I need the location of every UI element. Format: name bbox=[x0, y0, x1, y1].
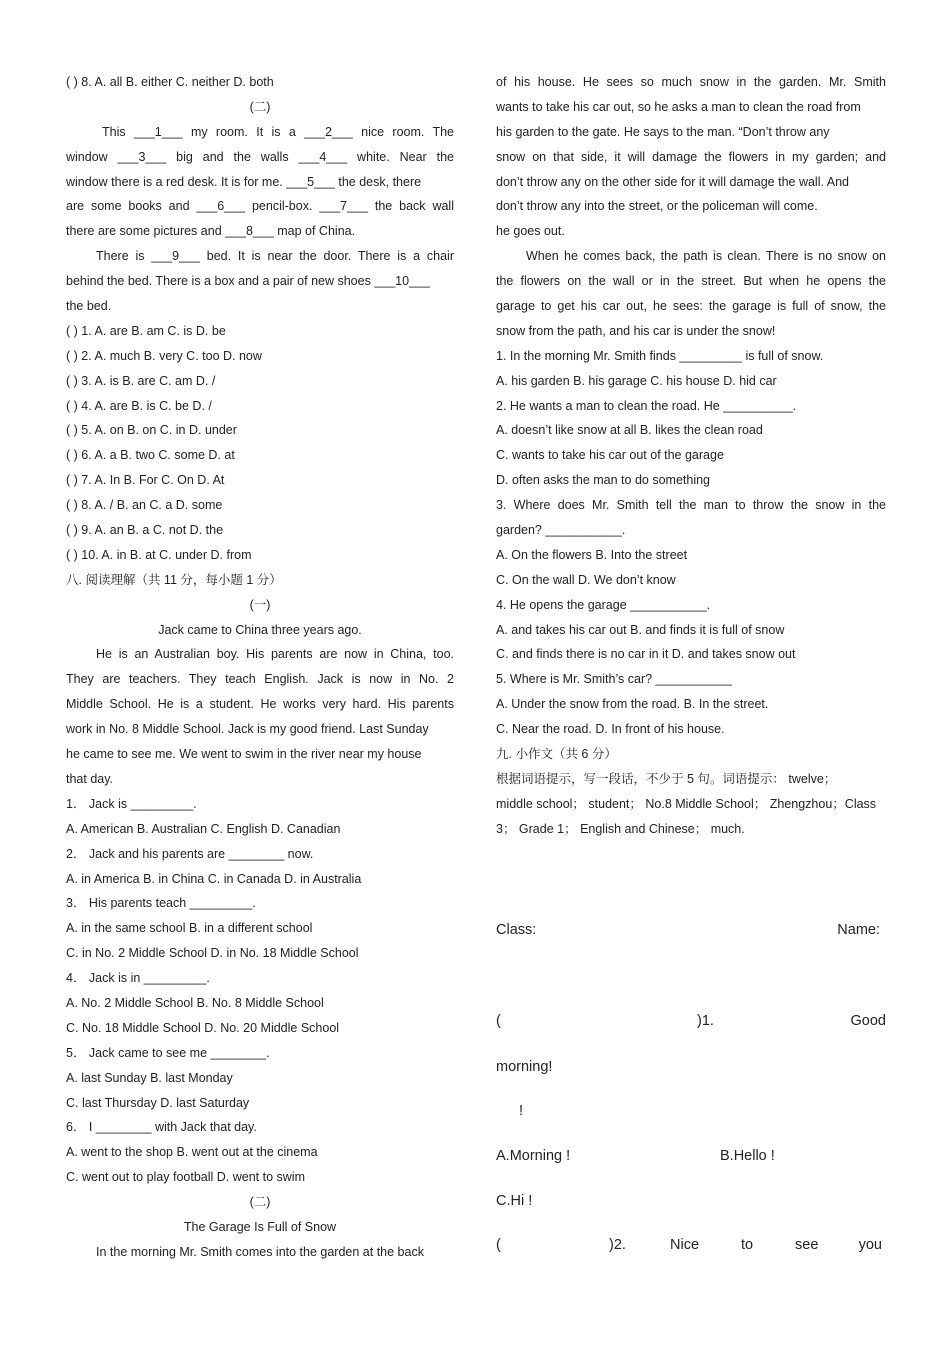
option-line: D. often asks the man to do something bbox=[496, 473, 711, 488]
passage-line: In the morning Mr. Smith comes into the garden at the back bbox=[96, 1244, 424, 1259]
question-line: ( ) 10. A. in B. at C. under D. from bbox=[66, 547, 252, 562]
passage-line: the bed. bbox=[66, 299, 112, 314]
option-line: A. went to the shop B. went out at the cinema bbox=[66, 1145, 318, 1160]
q1-option-c: C.Hi ! bbox=[496, 1193, 533, 1209]
question-line: 3． His parents teach _________. bbox=[66, 896, 256, 911]
passage-line: he came to see me. We went to swim in the river near my house bbox=[66, 747, 422, 762]
passage-line: snow from the path, and his car is under the snow! bbox=[496, 323, 776, 338]
question-line: 1． Jack is _________. bbox=[66, 796, 197, 811]
q1-row bbox=[496, 1013, 886, 1029]
question-line: ( ) 8. A. / B. an C. a D. some bbox=[66, 498, 223, 513]
question-line: ( ) 2. A. much B. very C. too D. now bbox=[66, 348, 262, 363]
passage-line: There is ___9___ bed. It is near the door. There is a chair bbox=[96, 249, 454, 264]
passage-line: garage to get his car out, he sees: the garage is full of snow, the bbox=[496, 299, 886, 314]
passage-line: the flowers on the wall or in the street. But when he opens the bbox=[496, 274, 886, 289]
q1-options bbox=[496, 1148, 886, 1164]
question-line: ( ) 1. A. are B. am C. is D. be bbox=[66, 323, 226, 338]
option-line: A. Under the snow from the road. B. In the street. bbox=[496, 697, 769, 712]
passage-line: his garden to the gate. He says to the man. “Don’t throw any bbox=[496, 124, 830, 139]
question-line: 4． Jack is in _________. bbox=[66, 971, 210, 986]
right-column bbox=[496, 70, 886, 842]
option-line: A. On the flowers B. Into the street bbox=[496, 547, 688, 562]
instruction-line: 根据词语提示，写一段话，不少于 5 句。词语提示： twelve； bbox=[496, 771, 837, 786]
passage-line: work in No. 8 Middle School. Jack is my good friend. Last Sunday bbox=[66, 722, 429, 737]
question-line: 5． Jack came to see me ________. bbox=[66, 1045, 270, 1060]
passage-line: This ___1___ my room. It is a ___2___ nice room. The bbox=[102, 124, 454, 139]
instruction-line: middle school； student； No.8 Middle School； Zhengzhou；Class bbox=[496, 796, 877, 811]
q1-exclaim: ! bbox=[519, 1103, 524, 1119]
class-label: Class: bbox=[496, 922, 537, 938]
passage-line: When he comes back, the path is clean. There is no snow on bbox=[526, 249, 886, 264]
passage-line: window ___3___ big and the walls ___4___ white. Near the bbox=[66, 149, 454, 164]
passage-line: window there is a red desk. It is for me. ___5___ the desk, there bbox=[66, 174, 422, 189]
option-line: C. went out to play football D. went to swim bbox=[66, 1170, 305, 1185]
section-heading: (二) bbox=[249, 1195, 271, 1210]
passage-line: he goes out. bbox=[496, 224, 565, 239]
q1-number: )1. bbox=[697, 1013, 714, 1029]
option-line: C. On the wall D. We don’t know bbox=[496, 572, 676, 587]
option-line: A. in the same school B. in a different school bbox=[66, 921, 313, 936]
passage-title: The Garage Is Full of Snow bbox=[183, 1219, 337, 1234]
option-line: C. and finds there is no car in it D. and takes snow out bbox=[496, 647, 796, 662]
q2-row bbox=[496, 1237, 882, 1253]
option-line: C. Near the road. D. In front of his house. bbox=[496, 722, 725, 737]
q1-word-good: Good bbox=[850, 1013, 886, 1029]
passage-line: Jack came to China three years ago. bbox=[158, 622, 362, 637]
q1-morning: morning! bbox=[496, 1059, 553, 1075]
question-line: ( ) 5. A. on B. on C. in D. under bbox=[66, 423, 237, 438]
passage-line: He is an Australian boy. His parents are now in China, too. bbox=[96, 647, 454, 662]
passage-line: They are teachers. They teach English. Jack is now in No. 2 bbox=[66, 672, 454, 687]
passage-line: snow on that side, it will damage the flowers in my garden; and bbox=[496, 149, 886, 164]
passage-line: behind the bed. There is a box and a pair of new shoes ___10___ bbox=[66, 274, 430, 289]
q2-word: Nice bbox=[670, 1237, 700, 1253]
option-line: C. No. 18 Middle School D. No. 20 Middle School bbox=[66, 1020, 340, 1035]
passage-line: wants to take his car out, so he asks a man to clean the road from bbox=[496, 99, 861, 114]
option-line: A. his garden B. his garage C. his house D. hid car bbox=[496, 373, 777, 388]
question-line: 2. He wants a man to clean the road. He __________. bbox=[496, 398, 797, 413]
q2-open-paren: ( bbox=[496, 1237, 501, 1253]
class-name-row bbox=[496, 922, 880, 938]
q2-word: you bbox=[858, 1237, 882, 1253]
q2-number: )2. bbox=[609, 1237, 626, 1253]
q2-word: see bbox=[795, 1237, 819, 1253]
passage-line: that day. bbox=[66, 771, 114, 786]
left-column bbox=[66, 70, 454, 1265]
question-line: 4. He opens the garage ___________. bbox=[496, 597, 711, 612]
option-line: A. No. 2 Middle School B. No. 8 Middle School bbox=[66, 995, 324, 1010]
question-line: ( ) 6. A. a B. two C. some D. at bbox=[66, 448, 235, 463]
question-line: ( ) 9. A. an B. a C. not D. the bbox=[66, 523, 224, 538]
question-line: 3. Where does Mr. Smith tell the man to throw the snow in the bbox=[496, 498, 886, 513]
question-line: 6． I ________ with Jack that day. bbox=[66, 1120, 257, 1135]
option-line: C. last Thursday D. last Saturday bbox=[66, 1095, 250, 1110]
text-line: ( ) 8. A. all B. either C. neither D. both bbox=[66, 75, 274, 89]
question-line: garden? ___________. bbox=[496, 523, 626, 538]
q1-open-paren: ( bbox=[496, 1013, 501, 1029]
passage-line: of his house. He sees so much snow in the garden. Mr. Smith bbox=[496, 75, 886, 89]
instruction-line: 3； Grade 1； English and Chinese； much. bbox=[496, 821, 745, 836]
q2-word: to bbox=[741, 1237, 754, 1253]
passage-line: don’t throw any on the other side for it will damage the wall. And bbox=[496, 174, 849, 189]
section-heading: 九. 小作文（共 6 分） bbox=[496, 747, 617, 762]
question-line: ( ) 3. A. is B. are C. am D. / bbox=[66, 373, 216, 388]
option-line: A. American B. Australian C. English D. Canadian bbox=[66, 821, 341, 836]
q1-option-a: A.Morning ! bbox=[496, 1148, 571, 1164]
passage-line: don’t throw any into the street, or the policeman will come. bbox=[496, 199, 818, 214]
option-line: A. and takes his car out B. and finds it is full of snow bbox=[496, 622, 785, 637]
question-line: 2． Jack and his parents are ________ now. bbox=[66, 846, 314, 861]
option-line: A. in America B. in China C. in Canada D. in Australia bbox=[66, 871, 362, 886]
section-heading: (二) bbox=[249, 99, 271, 114]
option-line: A. doesn’t like snow at all B. likes the clean road bbox=[496, 423, 763, 438]
question-line: 1. In the morning Mr. Smith finds _________ is full of snow. bbox=[496, 348, 824, 363]
question-line: ( ) 4. A. are B. is C. be D. / bbox=[66, 398, 212, 413]
section-heading: 八. 阅读理解（共 11 分，每小题 1 分） bbox=[66, 572, 282, 587]
passage-line: there are some pictures and ___8___ map of China. bbox=[66, 224, 356, 239]
option-line: A. last Sunday B. last Monday bbox=[66, 1070, 233, 1085]
passage-line: Middle School. He is a student. He works very hard. His parents bbox=[66, 697, 454, 712]
name-label: Name: bbox=[837, 922, 880, 938]
question-line: 5. Where is Mr. Smith’s car? ___________ bbox=[496, 672, 733, 687]
section-heading: (一) bbox=[249, 597, 271, 612]
q1-option-b: B.Hello ! bbox=[720, 1148, 775, 1164]
option-line: C. in No. 2 Middle School D. in No. 18 Middle School bbox=[66, 946, 359, 961]
passage-line: are some books and ___6___ pencil-box. ___7___ the back wall bbox=[66, 199, 454, 214]
option-line: C. wants to take his car out of the garage bbox=[496, 448, 724, 463]
question-line: ( ) 7. A. In B. For C. On D. At bbox=[66, 473, 225, 488]
